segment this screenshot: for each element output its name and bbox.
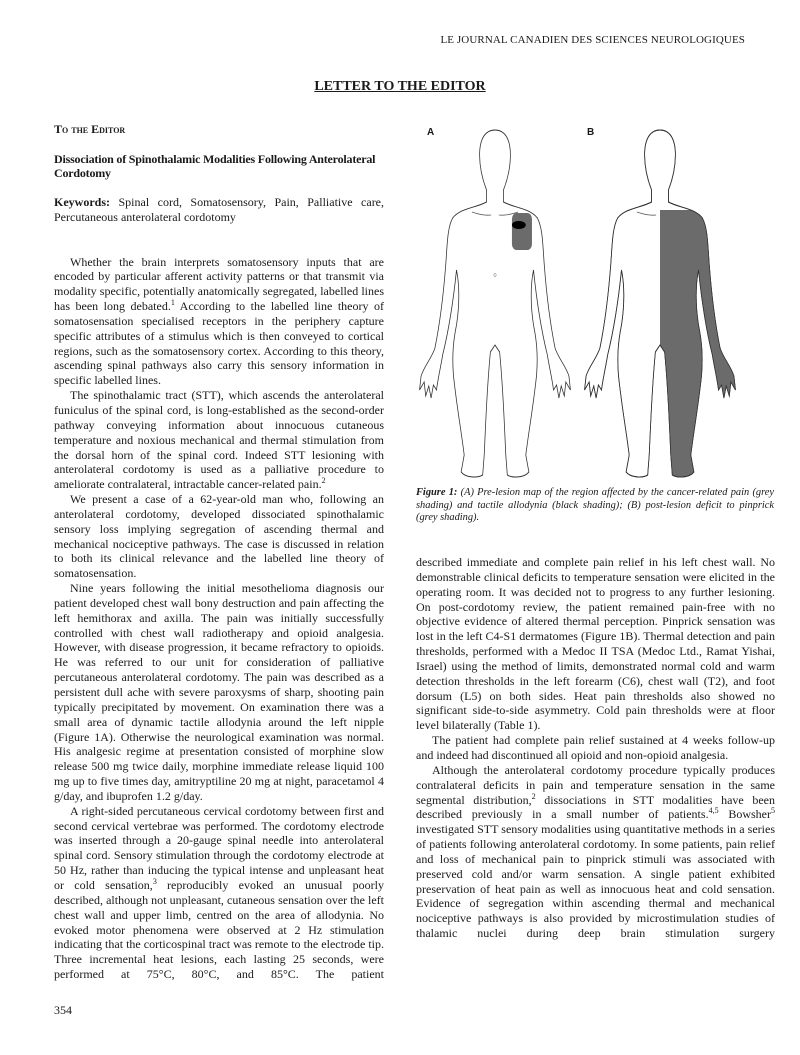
citation: 3: [152, 876, 157, 886]
paragraph-3: We present a case of a 62-year-old man who, following an anterolateral cordotomy, developed dissociated spinothalamic sensory loss implying segregation of ascending thermal and mechanical nociceptive pathways. The case is discussed in relation to both its clinical relevance and the labelled line theory of somatosensation.: [54, 492, 384, 581]
keywords-list: Spinal cord, Somatosensory, Pain, Palliative care, Percutaneous anterolateral cordotomy: [54, 194, 385, 224]
panel-label-a: A: [427, 127, 435, 138]
citation: 2: [531, 791, 536, 801]
paragraph-6: The patient had complete pain relief sustained at 4 weeks follow-up and indeed had discontinued all opioid and non-opioid analgesia.: [416, 733, 775, 762]
paragraph-5-continued: described immediate and complete pain relief in his left chest wall. No demonstrable clinical deficits to temperature sensation were elicited in the operating room. It was decided not to progress to any further lesioning. On post-cordotomy review, the patient remained pain-free with no objective evidence of altered thermal perception. Pinprick sensation was lost in the left C4-S1 dermatomes (Figure 1B). Thermal detection and pain thresholds, performed with a Medoc II TSA (Medoc Ltd., Ramat Yishai, Israel) using the method of limits, demonstrated normal cold and warm detection thresholds in the left forearm (C6), chest wall (T2), and foot dorsum (L5) on both sides. Heat pain thresholds also showed no significant side-to-side asymmetry. Cold pain thresholds were at floor level bilaterally (Table 1).: [416, 555, 775, 733]
text: A right-sided percutaneous cervical cordotomy between first and second cervical vertebrae was performed. The cordotomy electrode was inserted through a 20-gauge spinal needle into anterolateral spinal cord. Sensory stimulation through the cordotomy electrode at 50 Hz, rather than inducing the typical intense and unpleasant heat or cold sensation,: [54, 803, 384, 892]
page-number: 354: [54, 1003, 72, 1017]
article-title: Dissociation of Spinothalamic Modalities Following Anterolateral Cordotomy: [54, 151, 376, 181]
right-column: [416, 555, 775, 941]
pinprick-deficit-grey: [660, 210, 752, 485]
body-figure-a: [420, 130, 571, 477]
paragraph-4: Nine years following the initial mesothelioma diagnosis our patient developed chest wall bony destruction and pain affecting the left hemithorax and axilla. The pain was initially successfully controlled with chest wall radiotherapy and opioid analgesia. However, with disease progression, it became refractory to opioids. He was referred to our unit for consideration of palliative percutaneous anterolateral cordotomy. The pain was described as a persistent dull ache with severe paroxysms of sharp, shooting pain typically precipitated by movement. On examination there was a small area of dynamic tactile allodynia around the left nipple (Figure 1A). Otherwise the neurological examination was normal. His analgesic regime at presentation consisted of morphine slow release 500 mg twice daily, morphine immediate release liquid 100 mg up to five times day, amitryptiline 20 mg at night, paracetamol 4 g/day, and ibuprofen 1.2 g/day.: [54, 581, 384, 803]
keywords: [54, 195, 384, 225]
citation: 2: [321, 476, 326, 486]
body-diagram: [415, 120, 775, 485]
text: dissociations in STT modalities have been described previously in a small number of patients.: [416, 792, 775, 822]
figure-1-body-maps: [415, 120, 775, 485]
salutation: To the Editor: [54, 122, 126, 136]
paragraph-5: [54, 804, 384, 982]
caption-label: Figure 1:: [416, 487, 458, 498]
citation: 1: [170, 298, 175, 308]
text: According to the labelled line theory of somatosensation specialised receptors in the periphery capture specific attributes of a stimulus which is then conveyed to cortical regions, such as the somatosensory cortex. According to this theory, ascending spinal pathways also carry this sensory information in specific labelled lines.: [54, 299, 385, 388]
text: Bowsher: [718, 807, 771, 822]
citation: 5: [771, 806, 775, 816]
caption-text: (A) Pre-lesion map of the region affected by the cancer-related pain (grey shading) and tactile allodynia (black shading); (B) post-lesion deficit to pinprick (grey shading).: [416, 487, 775, 524]
journal-running-head: LE JOURNAL CANADIEN DES SCIENCES NEUROLOGIQUES: [440, 34, 745, 46]
keywords-label: Keywords:: [54, 194, 110, 209]
text: reproducibly evoked an unusual poorly described, although not unpleasant, cutaneous sensation over the left chest wall and upper limb, centred on the area of allodynia. No evoked motor phenomena were observed at 2 Hz stimulation indicating that the corticospinal tract was remote to the electrode tip. Three incremental heat lesions, each lasting 25 seconds, were performed at 75°C, 80°C, and 85°C. The patient: [54, 877, 384, 982]
panel-label-b: B: [587, 127, 595, 138]
body-figure-b: [585, 130, 753, 485]
allodynia-region-black: [512, 221, 526, 229]
pain-region-grey: [512, 213, 532, 250]
figure-caption: [416, 487, 774, 525]
paragraph-7: [416, 763, 775, 941]
citation: 4,5: [708, 806, 719, 816]
text: investigated STT sensory modalities using quantitative methods in a series of patients following anterolateral cordotomy. In some patients, pain relief and loss of mechanical pain to pinprick stimuli was associated with preserved cold and/or warm sensation. A single patient exhibited preservation of heat pain as well as innocuous heat and cold sensation. Evidence of segregation within ascending thermal and mechanical nociceptive pathways is also provided by microstimulation studies of thalamic nuclei during deep brain stimulation surgery: [416, 822, 775, 941]
paragraph-1: [54, 255, 384, 389]
paragraph-2: [54, 388, 384, 492]
section-title: LETTER TO THE EDITOR: [314, 79, 486, 94]
text: Whether the brain interprets somatosensory inputs that are encoded by particular afferent activity patterns or that transmit via modality specific, potentially anatomically segregated, labelled lines has been long debated.: [54, 254, 384, 314]
text: Although the anterolateral cordotomy procedure typically produces contralateral deficits in pain and temperature sensation in the same segmental distribution,: [416, 762, 775, 807]
left-column: [54, 122, 384, 982]
text: The spinothalamic tract (STT), which ascends the anterolateral funiculus of the spinal cord, is long-established as the second-order pathway conveying information about innocuous cutaneous temperature and noxious mechanical and thermal stimulation from the dorsal horn of the spinal cord. Indeed STT lesioning with anterolateral cordotomy is used as a palliative procedure to ameliorate contralateral, intractable cancer-related pain.: [54, 388, 384, 492]
